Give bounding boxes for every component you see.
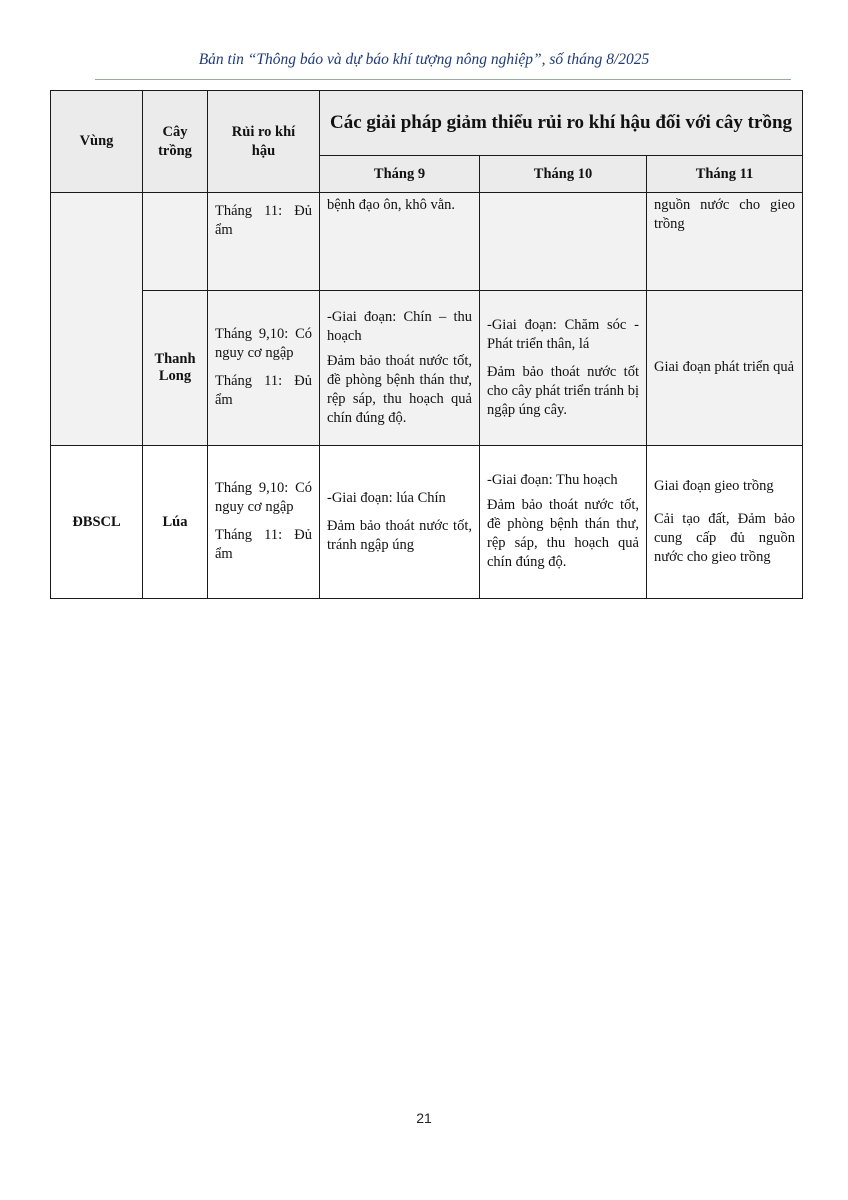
crop-cell [143,193,208,291]
crop-cell: Lúa [143,446,208,599]
month-9-cell [320,446,480,599]
stage-text: -Giai đoạn: Chăm sóc - Phát triển thân, lá [487,316,639,352]
month-10-cell [480,193,647,291]
risk-cell [208,446,320,599]
solution-text: Đảm bảo thoát nước tốt, đề phòng bệnh thán thư, rệp sáp, thu hoạch quả chín đúng độ. [327,352,472,426]
document-header: Bản tin “Thông báo và dự báo khí tượng nông nghiệp”, số tháng 8/2025 [198,51,650,68]
header-month-9: Tháng 9 [320,156,480,193]
region-cell-continued [51,193,143,446]
page-number: 21 [416,1110,432,1126]
stage-text: Giai đoạn phát triển quả [654,359,795,375]
month-9-cell [320,291,480,446]
month-9-cell [320,193,480,291]
risk-cell [208,291,320,446]
solution-text: Đảm bảo thoát nước tốt, đề phòng bệnh thán thư, rệp sáp, thu hoạch quả chín đúng độ. [487,497,639,570]
header-region: Vùng [51,91,143,193]
solution-text: bệnh đạo ôn, khô vằn. [327,197,456,213]
header-solutions: Các giải pháp giảm thiểu rủi ro khí hậu đối với cây trồng [320,91,803,156]
risk-text: Tháng 11: Đủ ẩm [215,203,312,238]
month-10-cell [480,291,647,446]
risk-text: Tháng 9,10: Có nguy cơ ngập [215,480,312,515]
stage-text: -Giai đoạn: lúa Chín [327,489,446,506]
month-11-cell [647,193,803,291]
region-cell: ĐBSCL [51,446,143,599]
solution-text: Đảm bảo thoát nước tốt cho cây phát triển tránh bị ngập úng cây. [487,363,639,418]
header-month-10: Tháng 10 [480,156,647,193]
solution-text: Đảm bảo thoát nước tốt, tránh ngập úng [327,517,472,553]
solution-text: Cải tạo đất, Đảm bảo cung cấp đủ nguồn nước cho gieo trồng [654,510,796,565]
risk-text: Tháng 11: Đủ ẩm [215,373,312,408]
header-risk: Rủi ro khí hậu [208,91,320,193]
stage-text: -Giai đoạn: Chín – thu hoạch [327,308,472,344]
month-11-cell [647,446,803,599]
solution-text: nguồn nước cho gieo trồng [654,197,796,232]
month-10-cell [480,446,647,599]
stage-text: -Giai đoạn: Thu hoạch [487,472,618,488]
crop-cell: Thanh Long [143,291,208,446]
risk-text: Tháng 11: Đủ ẩm [215,527,312,562]
header-divider [95,79,791,80]
header-month-11: Tháng 11 [647,156,803,193]
risk-text: Tháng 9,10: Có nguy cơ ngập [215,326,312,361]
climate-risk-table [50,90,803,599]
stage-text: Giai đoạn gieo trồng [654,477,774,494]
header-crop: Cây trồng [143,91,208,193]
risk-cell [208,193,320,291]
month-11-cell [647,291,803,446]
